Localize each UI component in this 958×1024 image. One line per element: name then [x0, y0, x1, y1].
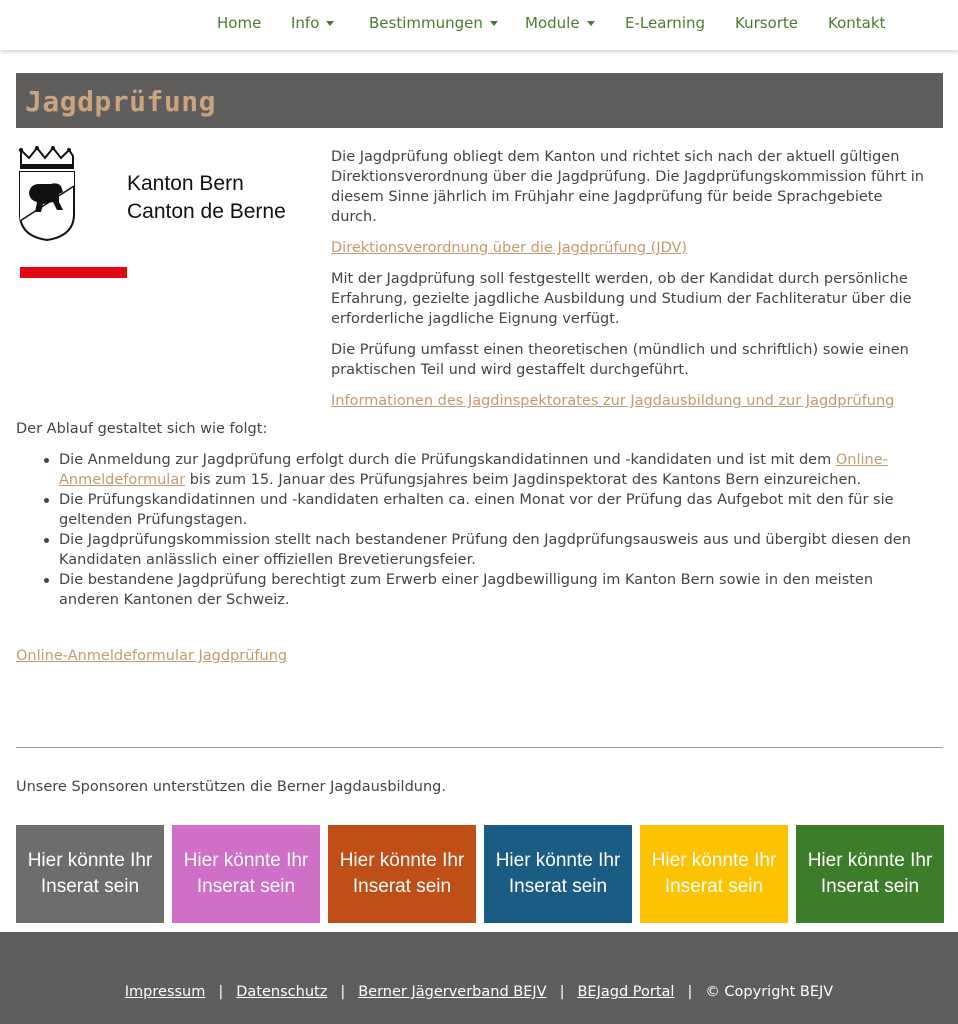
ad-label: Hier könnte Ihr Inserat sein: [27, 850, 153, 897]
online-anmeldeformular-link[interactable]: Online-Anmeldeformular Jagdprüfung: [16, 648, 288, 664]
nav-label: Module: [525, 14, 580, 32]
bejagd-portal-link[interactable]: BEJagd Portal: [577, 984, 675, 1000]
sponsor-ad-4[interactable]: [484, 825, 632, 923]
sponsor-ad-6[interactable]: [796, 825, 944, 923]
footer-separator: |: [559, 984, 565, 1000]
jdv-link[interactable]: Direktionsverordnung über die Jagdprüfung (JDV): [331, 240, 688, 256]
sponsor-ad-1[interactable]: [16, 825, 164, 923]
flow-list: [39, 450, 929, 610]
list-item-text: Die Anmeldung zur Jagdprüfung erfolgt durch die Prüfungskandidatinnen und -kandidaten und ist mit dem: [59, 452, 836, 468]
intro-paragraph-3: Die Prüfung umfasst einen theoretischen (mündlich und schriftlich) sowie einen praktischen Teil und wird gestaffelt durchgeführt.: [331, 342, 909, 378]
logo-line-2: Canton de Berne: [127, 200, 286, 223]
sponsor-text: Unsere Sponsoren unterstützen die Berner Jagdausbildung.: [16, 779, 446, 795]
bejv-link[interactable]: Berner Jägerverband BEJV: [358, 984, 547, 1000]
footer-separator: |: [340, 984, 346, 1000]
nav-item-info[interactable]: [291, 14, 334, 32]
nav-label: Info: [291, 14, 320, 32]
ad-label: Hier könnte Ihr Inserat sein: [339, 850, 465, 897]
sponsor-ad-2[interactable]: [172, 825, 320, 923]
nav-label: Home: [217, 14, 262, 32]
copyright: © Copyright BEJV: [705, 984, 834, 1000]
impressum-link[interactable]: Impressum: [124, 984, 206, 1000]
online-anmeldeformular-inline-link[interactable]: Online-Anmeldeformular: [59, 452, 888, 488]
caret-down-icon: [490, 21, 498, 26]
jagdinspektorat-info-link[interactable]: Informationen des Jagdinspektorates zur Jagdausbildung und zur Jagdprüfung: [331, 393, 895, 409]
list-item: Die Prüfungskandidatinnen und -kandidaten erhalten ca. einen Monat vor der Prüfung das Aufgebot mit den für sie geltenden Prüfungstagen.: [39, 490, 929, 530]
page-title-bar: [16, 73, 943, 128]
list-item-text: bis zum 15. Januar des Prüfungsjahres beim Jagdinspektorat des Kantons Bern einzureichen.: [185, 472, 862, 488]
nav-item-kontakt[interactable]: [828, 14, 885, 32]
nav-item-e-learning[interactable]: [625, 14, 705, 32]
logo-line-1: Kanton Bern: [127, 172, 244, 195]
top-navigation: [0, 0, 958, 50]
list-item: Die Jagdprüfungskommission stellt nach bestandener Prüfung den Jagdprüfungsausweis aus und übergibt diesen den Kandidaten anlässlich einer offiziellen Brevetierungsfeier.: [39, 530, 929, 570]
nav-item-home[interactable]: [217, 14, 261, 32]
ad-label: Hier könnte Ihr Inserat sein: [651, 850, 777, 897]
list-item: [39, 450, 929, 490]
nav-label: Kontakt: [828, 14, 886, 32]
sponsor-ad-3[interactable]: [328, 825, 476, 923]
nav-label: Kursorte: [735, 14, 799, 32]
intro-section: [331, 147, 931, 422]
caret-down-icon: [326, 21, 334, 26]
nav-item-bestimmungen[interactable]: [369, 14, 498, 32]
list-item: Die bestandene Jagdprüfung berechtigt zum Erwerb einer Jagdbewilligung im Kanton Bern sowie in den meisten anderen Kantonen der Schweiz.: [39, 570, 929, 610]
intro-paragraph-2: Mit der Jagdprüfung soll festgestellt werden, ob der Kandidat durch persönliche Erfahrung, gezielte jagdliche Ausbildung und Studium der Fachliteratur über die erforderliche jagdliche Eignung verfügt.: [331, 271, 912, 327]
footer: [0, 932, 958, 1024]
divider: [16, 747, 943, 748]
nav-label: Bestimmungen: [369, 14, 483, 32]
ad-label: Hier könnte Ihr Inserat sein: [807, 850, 933, 897]
datenschutz-link[interactable]: Datenschutz: [236, 984, 328, 1000]
nav-item-kursorte[interactable]: [735, 14, 798, 32]
footer-separator: |: [218, 984, 224, 1000]
flow-intro-text: Der Ablauf gestaltet sich wie folgt:: [16, 421, 268, 437]
logo-wordmark: [127, 170, 286, 226]
page-title: Jagdprüfung: [25, 85, 216, 118]
nav-item-module[interactable]: [525, 14, 595, 32]
footer-links: [0, 984, 958, 1000]
nav-label: E-Learning: [625, 14, 706, 32]
ad-label: Hier könnte Ihr Inserat sein: [183, 850, 309, 897]
sponsor-ad-5[interactable]: [640, 825, 788, 923]
ad-label: Hier könnte Ihr Inserat sein: [495, 850, 621, 897]
intro-paragraph-1: Die Jagdprüfung obliegt dem Kanton und richtet sich nach der aktuell gültigen Direktionsverordnung über die Jagdprüfung. Die Jagdprüfungskommission führt in diesem Sinne jährlich im Frühjahr eine Jagdprüfung für beide Sprachgebiete durch.: [331, 149, 924, 225]
caret-down-icon: [587, 21, 595, 26]
footer-separator: |: [687, 984, 693, 1000]
